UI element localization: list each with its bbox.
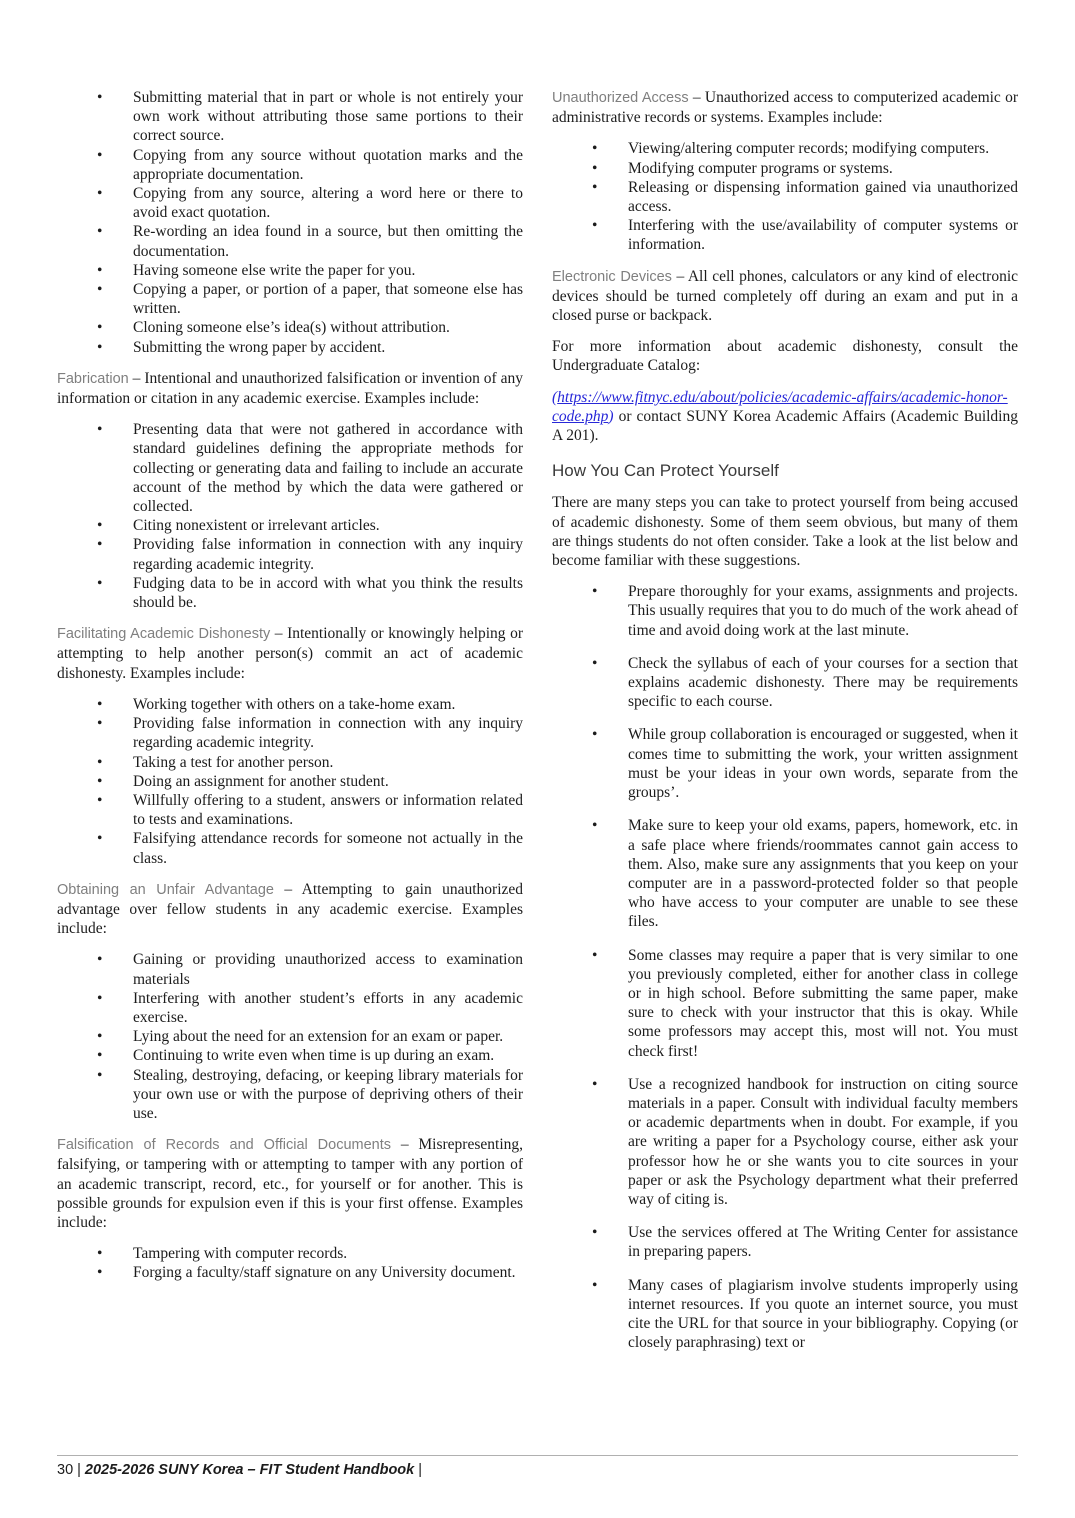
footer-handbook-title: 2025-2026 SUNY Korea – FIT Student Handbook (84, 1462, 415, 1478)
bullet-item: • While group collaboration is encouraged or suggested, when it comes time to submitting the work, your written assignment must be your ideas in your own words, separate from the groups’. (552, 725, 1018, 802)
unauthorized-access-examples-list (552, 139, 1018, 254)
section-text: – Intentionally or knowingly helping or attempting to help another person(s) commit an act of academic dishonesty. Examples include: (57, 625, 523, 682)
bullet-item: • Working together with others on a take-home exam. (57, 695, 523, 714)
bullet-item: • Falsifying attendance records for someone not actually in the class. (57, 829, 523, 867)
bullet-item: • Modifying computer programs or systems. (552, 159, 1018, 178)
bullet-item: • Copying from any source, altering a word here or there to avoid exact quotation. (57, 184, 523, 222)
bullet-item: • Use the services offered at The Writing Center for assistance in preparing papers. (552, 1223, 1018, 1261)
bullet-item: • Providing false information in connection with any inquiry regarding academic integrity. (57, 535, 523, 573)
bullet-item: • Cloning someone else’s idea(s) without attribution. (57, 318, 523, 337)
right-column (552, 88, 1018, 1364)
section-unauthorized-access (552, 88, 1018, 127)
bullet-item: • Check the syllabus of each of your courses for a section that explains academic dishonesty. There may be requirements specific to each course. (552, 654, 1018, 712)
bullet-item: • Stealing, destroying, defacing, or keeping library materials for your own use or with the purpose of depriving others of their use. (57, 1066, 523, 1124)
footer-separator: | (77, 1462, 81, 1478)
section-unfair-advantage (57, 880, 523, 939)
protect-intro-paragraph: There are many steps you can take to protect yourself from being accused of academic dishonesty. Some of them seem obvious, but many of them are things students do not often consider. Take a look at the list below and become familiar with these suggestions. (552, 494, 1018, 570)
bullet-item: • Having someone else write the paper for you. (57, 261, 523, 280)
section-label: Electronic Devices (552, 268, 672, 285)
paren-close: ) (608, 407, 614, 425)
section-label: Unauthorized Access (552, 90, 689, 106)
bullet-item: • Submitting the wrong paper by accident. (57, 338, 523, 357)
catalog-link-paragraph (552, 388, 1018, 446)
section-label: Facilitating Academic Dishonesty (57, 626, 271, 643)
protect-suggestions-list (552, 582, 1018, 1352)
bullet-item: • Copying from any source without quotation marks and the appropriate documentation. (57, 146, 523, 184)
section-text: – All cell phones, calculators or any kind of electronic devices should be turned completely off during an exam and put in a closed purse or backpack. (552, 267, 1018, 325)
bullet-item: • Prepare thoroughly for your exams, assignments and projects. This usually requires that you to do much of the work ahead of time and avoid doing work at the last minute. (552, 582, 1018, 640)
footer-separator: | (418, 1462, 422, 1478)
contact-text: or contact SUNY Korea Academic Affairs (Academic Building A 201). (552, 407, 1018, 445)
facilitating-examples-list (57, 695, 523, 868)
section-text: – Attempting to gain unauthorized advantage over fellow students in any academic exercise. Examples include: (57, 880, 524, 938)
bullet-item: • Taking a test for another person. (57, 753, 523, 772)
section-falsification-records (57, 1135, 523, 1232)
bullet-item: • Lying about the need for an extension for an exam or paper. (57, 1027, 523, 1046)
bullet-item: • Tampering with computer records. (57, 1244, 523, 1263)
section-text: – Unauthorized access to computerized academic or administrative records or systems. Examples include: (552, 89, 1018, 127)
section-electronic-devices (552, 267, 1018, 326)
bullet-item: • Presenting data that were not gathered in accordance with standard guidelines defining the appropriate methods for collecting or generating data and failing to include an accurate account of the method by which the data were gathered or collected. (57, 420, 523, 516)
fabrication-examples-list (57, 420, 523, 612)
section-facilitating (57, 624, 523, 683)
section-fabrication (57, 369, 523, 408)
bullet-item: • Viewing/altering computer records; modifying computers. (552, 139, 1018, 158)
section-label: Fabrication (57, 370, 129, 387)
footer-page-number: 30 (57, 1462, 74, 1478)
bullet-item: • Submitting material that in part or whole is not entirely your own work without attributing those same portions to their correct source. (57, 88, 523, 146)
bullet-item: • Make sure to keep your old exams, papers, homework, etc. in a safe place where friends/roommates cannot gain access to them. Also, make sure any assignments that you keep on your computer are in a password-protected folder so that people who have access to your computer are unable to see these files. (552, 816, 1018, 931)
bullet-item: • Willfully offering to a student, answers or information related to tests and examinations. (57, 791, 523, 829)
section-label: Obtaining an Unfair Advantage (57, 881, 274, 898)
page-footer (57, 1455, 1018, 1518)
catalog-link[interactable]: https://www.fitnyc.edu/about/policies/academic-affairs/academic-honor-code.php (552, 388, 1008, 425)
bullet-item: • Continuing to write even when time is up during an exam. (57, 1046, 523, 1065)
bullet-item: • Forging a faculty/staff signature on any University document. (57, 1263, 523, 1282)
plagiarism-examples-list (57, 88, 523, 357)
bullet-item: • Providing false information in connection with any inquiry regarding academic integrity. (57, 714, 523, 752)
bullet-item: • Doing an assignment for another student. (57, 772, 523, 791)
bullet-item: • Fudging data to be in accord with what you think the results should be. (57, 574, 523, 612)
bullet-item: • Interfering with another student’s efforts in any academic exercise. (57, 989, 523, 1027)
paren-open: ( (552, 388, 558, 406)
bullet-item: • Re-wording an idea found in a source, but then omitting the documentation. (57, 222, 523, 260)
section-text: – Intentional and unauthorized falsification or invention of any information or citation in any academic exercise. Examples include: (57, 369, 523, 408)
section-label: Falsification of Records and Official Documents (57, 1137, 392, 1154)
falsification-examples-list (57, 1244, 523, 1282)
section-text: – Misrepresenting, falsifying, or tampering with or attempting to tamper with any portion of an academic transcript, record, etc., for yourself or for another. This is possible grounds for expulsion even if this is your first offense. Examples include: (57, 1136, 523, 1231)
two-column-layout (57, 88, 1018, 1364)
bullet-item: • Releasing or dispensing information gained via unauthorized access. (552, 178, 1018, 216)
unfair-advantage-examples-list (57, 950, 523, 1123)
protect-yourself-heading: How You Can Protect Yourself (552, 461, 779, 481)
bullet-item: • Interfering with the use/availability of computer systems or information. (552, 216, 1018, 254)
bullet-item: • Copying a paper, or portion of a paper, that someone else has written. (57, 280, 523, 318)
bullet-item: • Gaining or providing unauthorized access to examination materials (57, 950, 523, 988)
bullet-item: • Many cases of plagiarism involve students improperly using internet resources. If you quote an internet source, you must cite the URL for that source in your bibliography. Copying (or closely paraphrasing) text or (552, 1276, 1018, 1353)
left-column (57, 88, 523, 1364)
catalog-info-paragraph: For more information about academic dishonesty, consult the Undergraduate Catalog: (552, 338, 1018, 375)
bullet-item: • Use a recognized handbook for instruction on citing source materials in a paper. Consult with individual faculty members or academic departments when in doubt. For example, if you are writing a paper for a Psychology course, either ask your professor how he or she wants you to cite sources in your paper or ask the Psychology department what their preferred way of citing is. (552, 1075, 1018, 1209)
bullet-item: • Citing nonexistent or irrelevant articles. (57, 516, 523, 535)
bullet-item: • Some classes may require a paper that is very similar to one you previously completed, either for another class in college or in high school. Before submitting the same paper, make sure to check with your instructor that this is okay. While some professors may accept this, most will not. You must check first! (552, 946, 1018, 1061)
